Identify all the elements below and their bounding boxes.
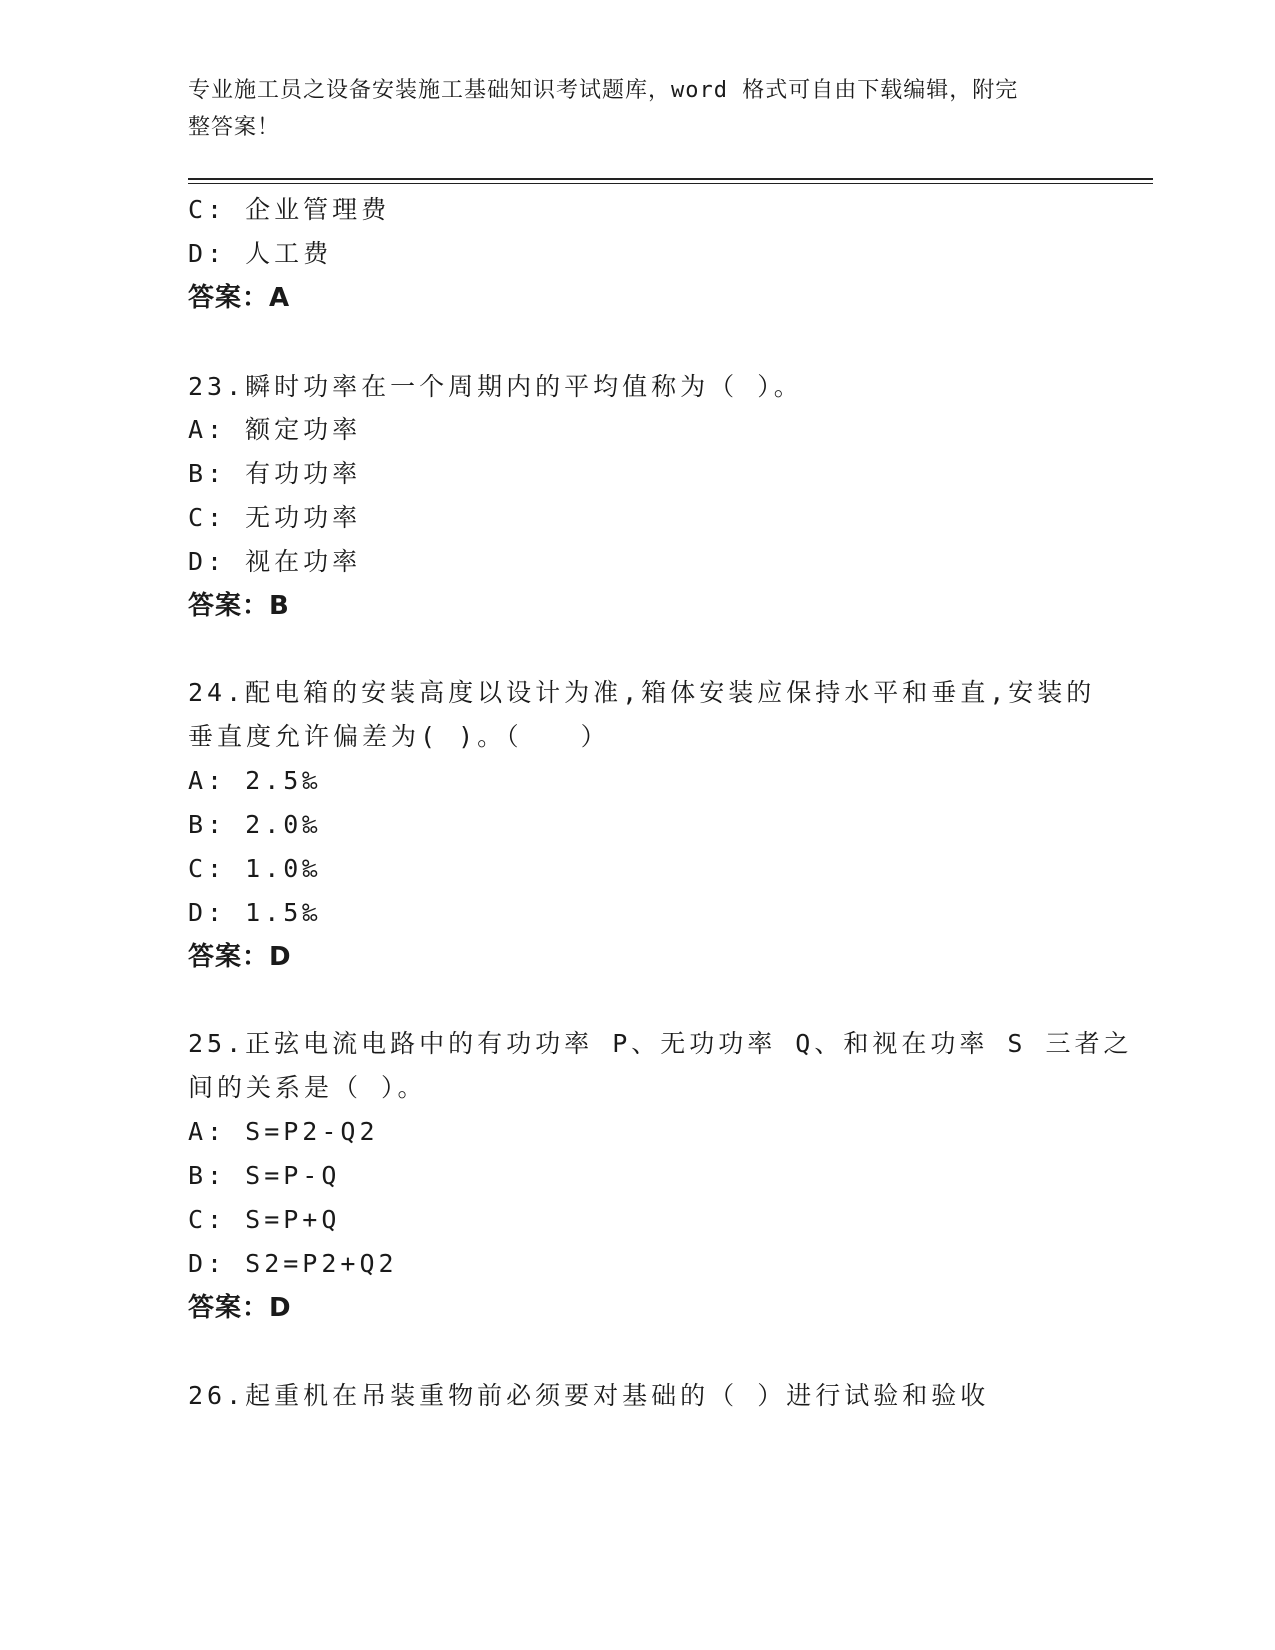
- q23-option-b: B: 有功功率: [188, 459, 362, 488]
- q24-question-line-2: 垂直度允许偏差为( )。（ ）: [188, 722, 610, 751]
- q25-answer: 答案：D: [188, 1293, 292, 1323]
- q22-answer: 答案：A: [188, 283, 291, 313]
- q23-option-d: D: 视在功率: [188, 547, 362, 576]
- header-line-2: 整答案！: [188, 115, 281, 140]
- q24-option-d: D: 1.5‰: [188, 898, 322, 927]
- q24-option-c: C: 1.0‰: [188, 854, 322, 883]
- q23-question: 23.瞬时功率在一个周期内的平均值称为（ ）。: [188, 372, 803, 401]
- q25-option-c: C: S=P+Q: [188, 1205, 341, 1234]
- q24-option-a: A: 2.5‰: [188, 766, 322, 795]
- q25-question-line-1: 25.正弦电流电路中的有功功率 P、无功功率 Q、和视在功率 S 三者之: [188, 1029, 1133, 1058]
- q23-option-c: C: 无功功率: [188, 503, 362, 532]
- q25-option-d: D: S2=P2+Q2: [188, 1249, 398, 1278]
- q24-question-line-1: 24.配电箱的安装高度以设计为准,箱体安装应保持水平和垂直,安装的: [188, 678, 1096, 707]
- header-divider-thick: [188, 178, 1153, 180]
- header-divider-thin: [188, 183, 1153, 184]
- q25-option-b: B: S=P-Q: [188, 1161, 341, 1190]
- q24-answer: 答案：D: [188, 942, 292, 972]
- q22-option-c: C: 企业管理费: [188, 195, 391, 224]
- q24-option-b: B: 2.0‰: [188, 810, 322, 839]
- header-line-1: 专业施工员之设备安装施工基础知识考试题库，word 格式可自由下载编辑，附完: [188, 78, 1019, 103]
- q23-option-a: A: 额定功率: [188, 415, 362, 444]
- document-header: [188, 72, 1078, 146]
- q23-answer: 答案：B: [188, 591, 290, 621]
- q22-option-d: D: 人工费: [188, 239, 333, 268]
- q25-question-line-2: 间的关系是（ ）。: [188, 1073, 427, 1102]
- q25-option-a: A: S=P2-Q2: [188, 1117, 379, 1146]
- q26-question: 26.起重机在吊装重物前必须要对基础的（ ）进行试验和验收: [188, 1381, 990, 1410]
